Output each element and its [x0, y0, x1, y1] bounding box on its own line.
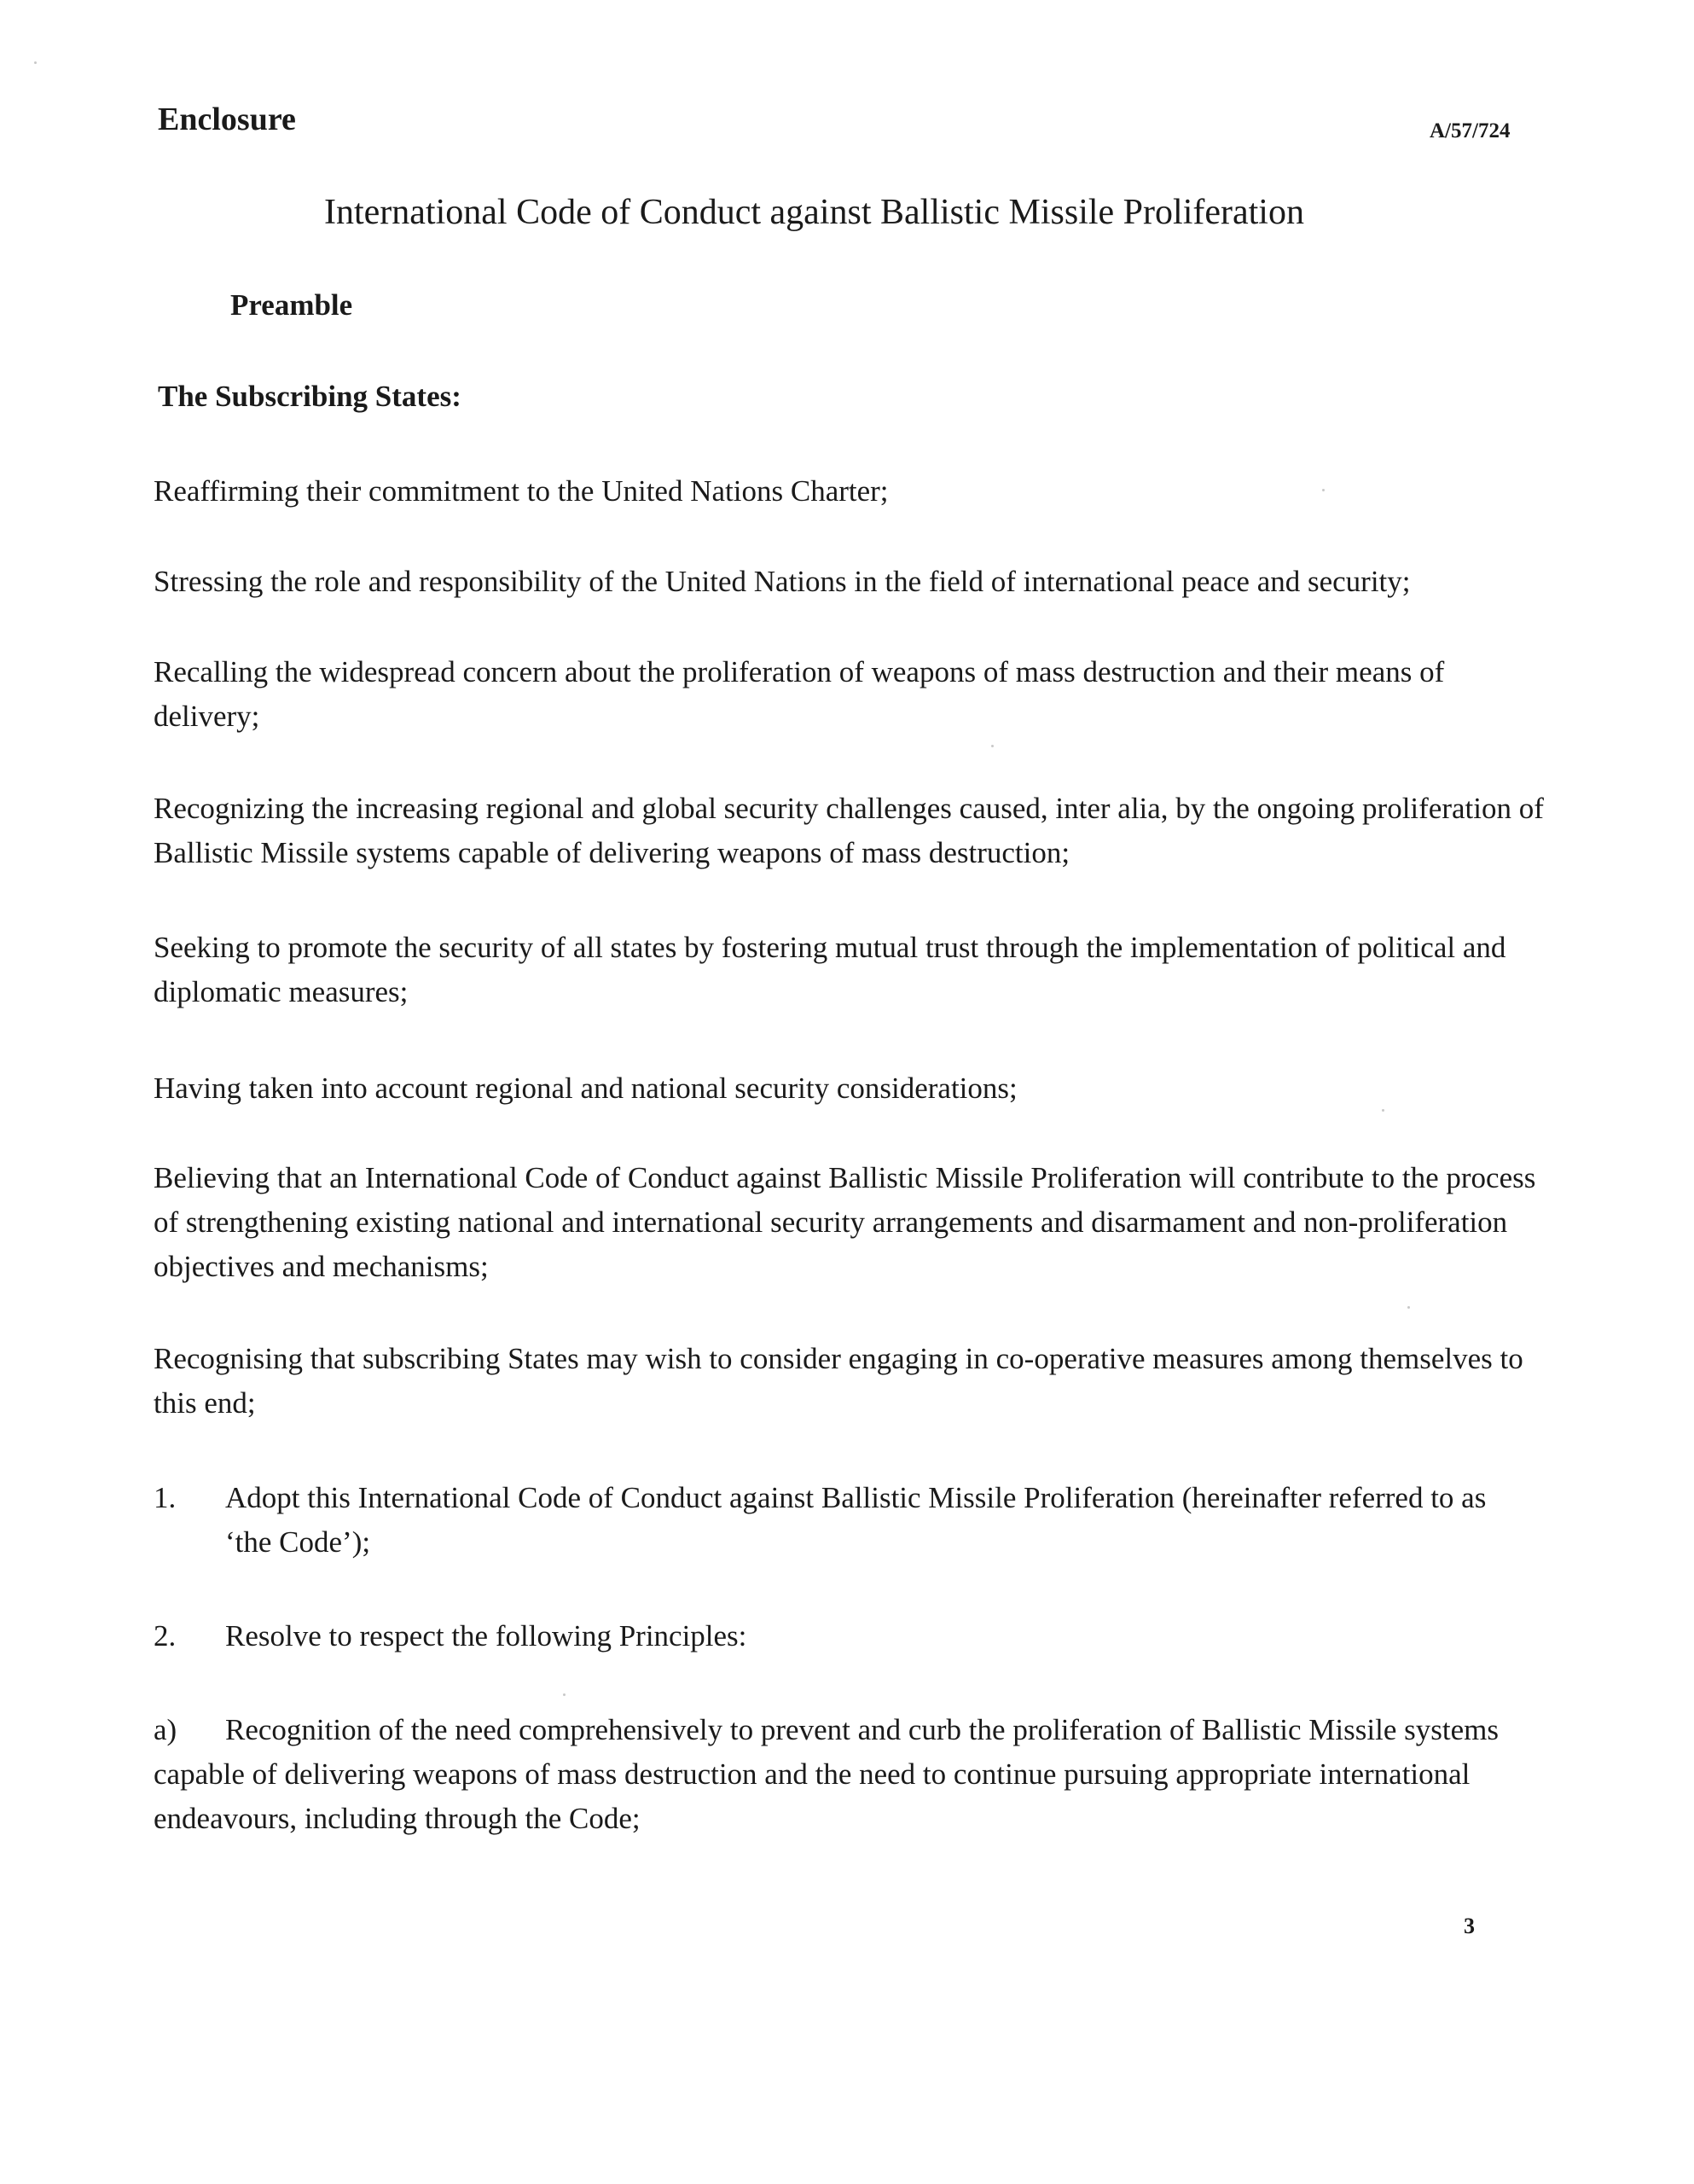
preamble-paragraph: Seeking to promote the security of all states by fostering mutual trust through the implementation of political and diplomatic measures;: [154, 931, 1506, 1008]
preamble-paragraph: Recalling the widespread concern about the proliferation of weapons of mass destruction and their means of delivery;: [154, 655, 1445, 733]
scan-speck: [1382, 1109, 1384, 1112]
scan-speck: [563, 1693, 566, 1696]
page-number: 3: [1464, 1914, 1475, 1938]
scan-speck: [1407, 1306, 1410, 1309]
preamble-heading: Preamble: [230, 288, 353, 322]
document-title: International Code of Conduct against Ballistic Missile Proliferation: [324, 193, 1304, 232]
subscribing-states-heading: The Subscribing States:: [158, 380, 461, 413]
preamble-paragraph: Believing that an International Code of Conduct against Ballistic Missile Proliferation will contribute to the process of strengthening existing national and international security arrangements and disarmament and non-proliferation objectives and mechanisms;: [154, 1161, 1536, 1283]
preamble-paragraph: Having taken into account regional and national security considerations;: [154, 1072, 1018, 1105]
principle-letter: a): [154, 1713, 177, 1746]
enclosure-label: Enclosure: [158, 102, 296, 137]
principle-item: [154, 1708, 1552, 1841]
numbered-item: [154, 1476, 1552, 1570]
item-number: 1.: [154, 1481, 177, 1514]
document-symbol: A/57/724: [1430, 119, 1511, 142]
item-text: Resolve to respect the following Principles:: [225, 1619, 747, 1653]
preamble-paragraph: Reaffirming their commitment to the United Nations Charter;: [154, 474, 889, 508]
preamble-paragraph: Recognizing the increasing regional and global security challenges caused, inter alia, by the ongoing proliferation of Ballistic Missile systems capable of delivering weapons of mass destruction;: [154, 792, 1544, 869]
scan-speck: [34, 61, 37, 64]
scan-speck: [1322, 489, 1325, 491]
preamble-paragraph: Stressing the role and responsibility of the United Nations in the field of international peace and security;: [154, 565, 1411, 598]
item-text: Adopt this International Code of Conduct against Ballistic Missile Proliferation (hereinafter referred to as ‘the Code’);: [225, 1481, 1487, 1559]
preamble-paragraph: Recognising that subscribing States may wish to consider engaging in co-operative measures among themselves to this end;: [154, 1342, 1523, 1420]
numbered-item: [154, 1614, 1552, 1665]
scan-speck: [991, 745, 994, 747]
item-number: 2.: [154, 1619, 177, 1653]
principle-text: Recognition of the need comprehensively to prevent and curb the proliferation of Ballistic Missile systems capable of delivering weapons of mass destruction and the need to continue pursuing appropriate international endeavours, including through the Code;: [154, 1713, 1499, 1835]
